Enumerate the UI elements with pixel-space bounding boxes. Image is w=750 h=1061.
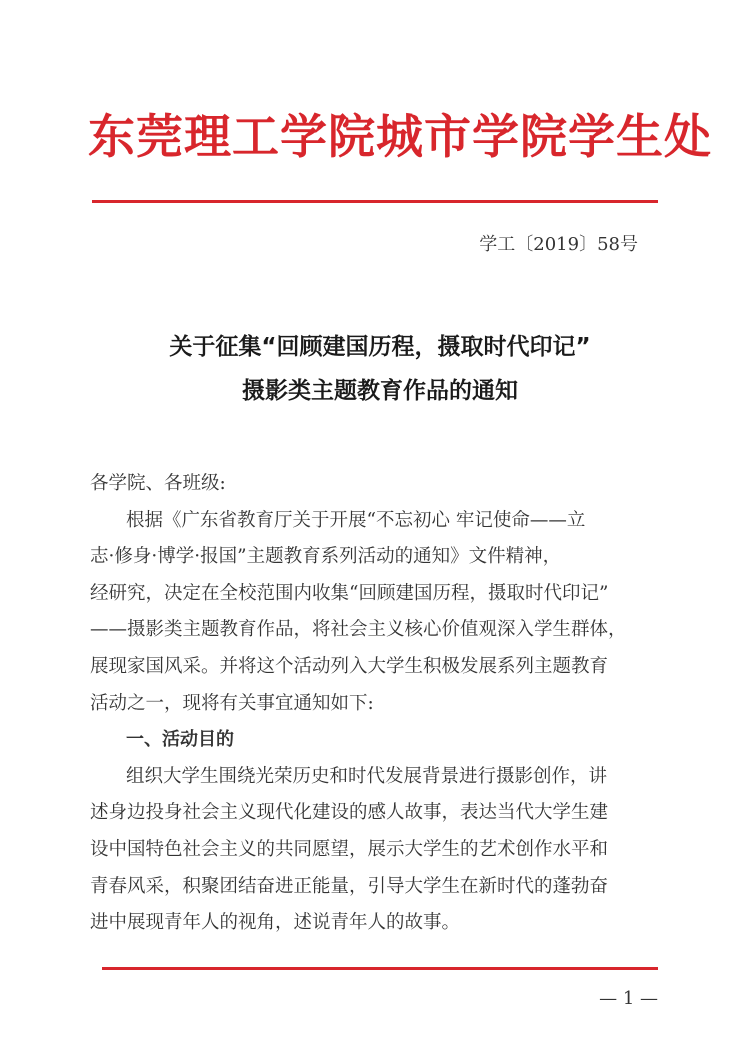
- paragraph-1-line: 根据《广东省教育厅关于开展“不忘初心 牢记使命——立: [126, 509, 586, 531]
- paragraph-2-line: 进中展现青年人的视角，述说青年人的故事。: [90, 912, 461, 934]
- paragraph-1-line: 志·修身·博学·报国”主题教育系列活动的通知》文件精神，: [90, 546, 562, 568]
- paragraph-2-line: 述身边投身社会主义现代化建设的感人故事，表达当代大学生建: [90, 802, 609, 824]
- notice-title-line-2: 摄影类主题教育作品的通知: [242, 378, 518, 404]
- paragraph-2-line: 青春风采，积聚团结奋进正能量，引导大学生在新时代的蓬勃奋: [90, 875, 609, 897]
- paragraph-1-line: 活动之一，现将有关事宜通知如下:: [90, 692, 374, 714]
- section-heading-purpose: 一、活动目的: [126, 729, 234, 751]
- header-red-rule: [92, 200, 658, 203]
- paragraph-2-line: 设中国特色社会主义的共同愿望，展示大学生的艺术创作水平和: [90, 838, 609, 860]
- document-number: 学工〔2019〕58号: [479, 234, 638, 255]
- issuing-organization: 东莞理工学院城市学院学生处: [88, 110, 712, 165]
- paragraph-1-line: 展现家国风采。并将这个活动列入大学生积极发展系列主题教育: [90, 655, 609, 677]
- footer-red-rule: [102, 967, 658, 970]
- paragraph-1-line: 经研究，决定在全校范围内收集“回顾建国历程，摄取时代印记”: [90, 582, 609, 604]
- paragraph-2-line: 组织大学生围绕光荣历史和时代发展背景进行摄影创作，讲: [126, 765, 608, 787]
- page-number: — 1 —: [599, 988, 658, 1009]
- salutation: 各学院、各班级:: [90, 473, 226, 494]
- notice-body: [90, 466, 665, 942]
- paragraph-1-line: ——摄影类主题教育作品，将社会主义核心价值观深入学生群体，: [90, 619, 627, 641]
- notice-title: [80, 325, 680, 413]
- notice-title-line-1: 关于征集“回顾建国历程，摄取时代印记”: [169, 334, 591, 360]
